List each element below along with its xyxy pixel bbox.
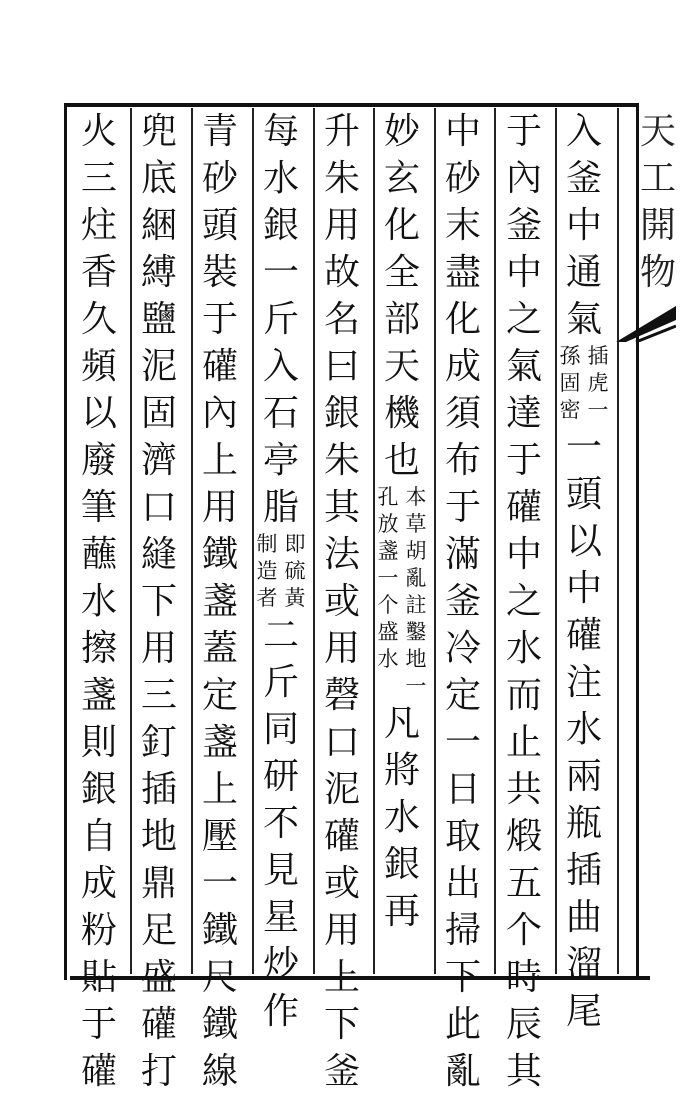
character: 曲 [565,897,602,938]
character: 脂 [262,487,299,528]
character: 砂 [201,158,238,199]
character: 注 [565,662,602,703]
character: 頭 [565,474,602,515]
character: 蓋 [201,628,238,669]
character: 礶 [323,816,360,857]
character: 口 [323,722,360,763]
character: 上 [201,440,238,481]
note-character: 者 [256,586,278,610]
character: 鼎 [140,863,177,904]
note-character: 本 [405,485,427,509]
text-column [193,108,247,1095]
note-character: 插 [587,344,609,368]
character: 兜 [140,111,177,152]
character: 鐵 [201,1004,238,1045]
character: 斤 [262,662,299,703]
character: 一 [565,427,602,468]
character: 全 [383,252,420,293]
character: 銀 [80,769,117,810]
character: 于 [201,299,238,340]
character: 達 [505,393,542,434]
note-character: 盛 [377,620,399,644]
character: 共 [505,769,542,810]
character: 銀 [262,205,299,246]
character: 星 [262,897,299,938]
character: 內 [201,393,238,434]
character: 中 [565,568,602,609]
character: 通 [565,252,602,293]
character: 入 [262,346,299,387]
character: 銀 [383,844,420,885]
note-character: 造 [256,559,278,583]
character: 插 [565,850,602,891]
character: 一 [201,863,238,904]
character: 礶 [140,1004,177,1045]
character: 用 [323,628,360,669]
character: 日 [444,769,481,810]
character: 天 [383,346,420,387]
character: 炒 [262,944,299,985]
note-character: 黃 [284,586,306,610]
character: 內 [505,158,542,199]
character: 瓶 [565,803,602,844]
character: 盛 [140,957,177,998]
character: 止 [505,722,542,763]
character: 盞 [80,675,117,716]
character: 于 [505,440,542,481]
character: 礶 [505,487,542,528]
note-line-right [403,484,429,700]
character: 名 [323,299,360,340]
character: 于 [80,1004,117,1045]
character: 足 [140,910,177,951]
character: 頻 [80,346,117,387]
character: 成 [80,863,117,904]
character: 亭 [262,440,299,481]
character: 底 [140,158,177,199]
character: 水 [565,709,602,750]
text-column [497,108,551,1095]
note-character: 个 [377,593,399,617]
character: 插 [140,769,177,810]
note-character: 亂 [405,566,427,590]
character: 同 [262,709,299,750]
note-character: 即 [284,532,306,556]
character: 自 [80,816,117,857]
character: 線 [201,1051,238,1092]
character: 盞 [201,581,238,622]
character: 見 [262,850,299,891]
character: 用 [323,205,360,246]
character: 凡 [383,703,420,744]
character: 中 [505,534,542,575]
column-divider [130,108,132,974]
character: 時 [505,957,542,998]
text-column [375,108,429,935]
character: 溜 [565,944,602,985]
note-line-left [557,343,583,424]
column-divider [494,108,496,974]
character: 上 [201,769,238,810]
character: 末 [444,205,481,246]
character: 也 [383,440,420,481]
character: 裝 [201,252,238,293]
character: 化 [383,205,420,246]
character: 壓 [201,816,238,857]
character: 再 [383,891,420,932]
character: 不 [262,803,299,844]
character: 中 [505,252,542,293]
character: 化 [444,299,481,340]
character: 其 [505,1051,542,1092]
character: 鐵 [201,534,238,575]
character: 泥 [323,769,360,810]
interlinear-note [254,531,308,612]
character: 鐵 [201,910,238,951]
edge-character: 工 [640,158,677,199]
character: 火 [80,111,117,152]
column-divider [617,108,619,974]
text-column [557,108,611,1035]
character: 中 [565,205,602,246]
character: 釜 [565,158,602,199]
character: 礶 [80,1051,117,1092]
column-divider [373,108,375,974]
character: 曰 [323,346,360,387]
character: 出 [444,863,481,904]
character: 三 [140,675,177,716]
edge-character: 天 [640,111,677,152]
character: 用 [323,910,360,951]
character: 部 [383,299,420,340]
note-character: 虎 [587,371,609,395]
note-character: 盞 [377,539,399,563]
column-divider [434,108,436,974]
character: 亂 [444,1051,481,1092]
column-divider [252,108,254,974]
character: 用 [140,628,177,669]
note-character: 胡 [405,539,427,563]
character: 水 [383,797,420,838]
character: 貼 [80,957,117,998]
character: 二 [262,615,299,656]
character: 氣 [565,299,602,340]
character: 炷 [80,205,117,246]
character: 綑 [140,205,177,246]
character: 或 [323,863,360,904]
character: 故 [323,252,360,293]
character: 蘸 [80,534,117,575]
character: 以 [80,393,117,434]
character: 下 [444,957,481,998]
text-column [436,108,490,1095]
character: 須 [444,393,481,434]
character: 或 [323,581,360,622]
character: 一 [262,252,299,293]
note-line-right [282,531,308,612]
character: 滿 [444,534,481,575]
character: 成 [444,346,481,387]
character: 鹽 [140,299,177,340]
character: 兩 [565,756,602,797]
character: 濟 [140,440,177,481]
note-character: 密 [559,398,581,422]
character: 个 [505,910,542,951]
note-character: 固 [559,371,581,395]
interlinear-note [375,484,429,700]
character: 于 [505,111,542,152]
note-character: 一 [377,566,399,590]
character: 青 [201,111,238,152]
character: 冷 [444,628,481,669]
character: 盡 [444,252,481,293]
note-character: 註 [405,593,427,617]
character: 玄 [383,158,420,199]
character: 朱 [323,440,360,481]
note-line-left [375,484,401,700]
character: 頭 [201,205,238,246]
character: 尺 [201,957,238,998]
character: 此 [444,1004,481,1045]
note-line-left [254,531,280,612]
character: 布 [444,440,481,481]
character: 水 [505,628,542,669]
edge-character: 物 [640,252,677,293]
character: 上 [323,957,360,998]
character: 磬 [323,675,360,716]
character: 定 [201,675,238,716]
character: 釜 [505,205,542,246]
character: 砂 [444,158,481,199]
character: 釜 [444,581,481,622]
character: 尾 [565,991,602,1032]
character: 每 [262,111,299,152]
note-line-right [585,343,611,424]
note-character: 放 [377,512,399,536]
text-column [132,108,186,1095]
column-divider [313,108,315,974]
character: 機 [383,393,420,434]
character: 于 [444,487,481,528]
character: 入 [565,111,602,152]
character: 地 [140,816,177,857]
character: 下 [323,1004,360,1045]
character: 朱 [323,158,360,199]
frame-right-border [636,103,639,980]
frame-top-border [64,103,639,107]
character: 縫 [140,534,177,575]
character: 之 [505,581,542,622]
note-character: 地 [405,647,427,671]
character: 打 [140,1051,177,1092]
interlinear-note [557,343,611,424]
character: 香 [80,252,117,293]
text-column [72,108,126,1095]
character: 水 [80,581,117,622]
note-character: 草 [405,512,427,536]
character: 法 [323,534,360,575]
character: 粉 [80,910,117,951]
character: 用 [201,487,238,528]
character: 三 [80,158,117,199]
character: 其 [323,487,360,528]
character: 則 [80,722,117,763]
character: 煅 [505,816,542,857]
note-character: 制 [256,532,278,556]
character: 將 [383,750,420,791]
column-divider [555,108,557,974]
character: 作 [262,991,299,1032]
character: 水 [262,158,299,199]
character: 釘 [140,722,177,763]
character: 取 [444,816,481,857]
character: 釜 [323,1051,360,1092]
character: 泥 [140,346,177,387]
character: 盞 [201,722,238,763]
note-character: 鑿 [405,620,427,644]
edge-character: 開 [640,205,677,246]
character: 縛 [140,252,177,293]
text-column [254,108,308,1035]
character: 礶 [565,615,602,656]
character: 妙 [383,111,420,152]
note-character: 孔 [377,485,399,509]
character: 固 [140,393,177,434]
character: 掃 [444,910,481,951]
note-character: 硫 [284,559,306,583]
character: 升 [323,111,360,152]
text-column [315,108,369,1095]
character: 中 [444,111,481,152]
character: 下 [140,581,177,622]
character: 氣 [505,346,542,387]
character: 筆 [80,487,117,528]
character: 定 [444,675,481,716]
character: 擦 [80,628,117,669]
character: 而 [505,675,542,716]
character: 石 [262,393,299,434]
character: 以 [565,521,602,562]
character: 斤 [262,299,299,340]
character: 廢 [80,440,117,481]
frame-left-border [64,103,67,980]
character: 銀 [323,393,360,434]
fold-marker-icon [616,306,676,342]
character: 礶 [201,346,238,387]
character: 久 [80,299,117,340]
note-character: 孫 [559,344,581,368]
character: 五 [505,863,542,904]
column-divider [191,108,193,974]
character: 口 [140,487,177,528]
character: 辰 [505,1004,542,1045]
character: 之 [505,299,542,340]
character: 研 [262,756,299,797]
note-character: 一 [587,398,609,422]
note-character: 水 [377,647,399,671]
character: 一 [444,722,481,763]
note-character: 一 [405,674,427,698]
